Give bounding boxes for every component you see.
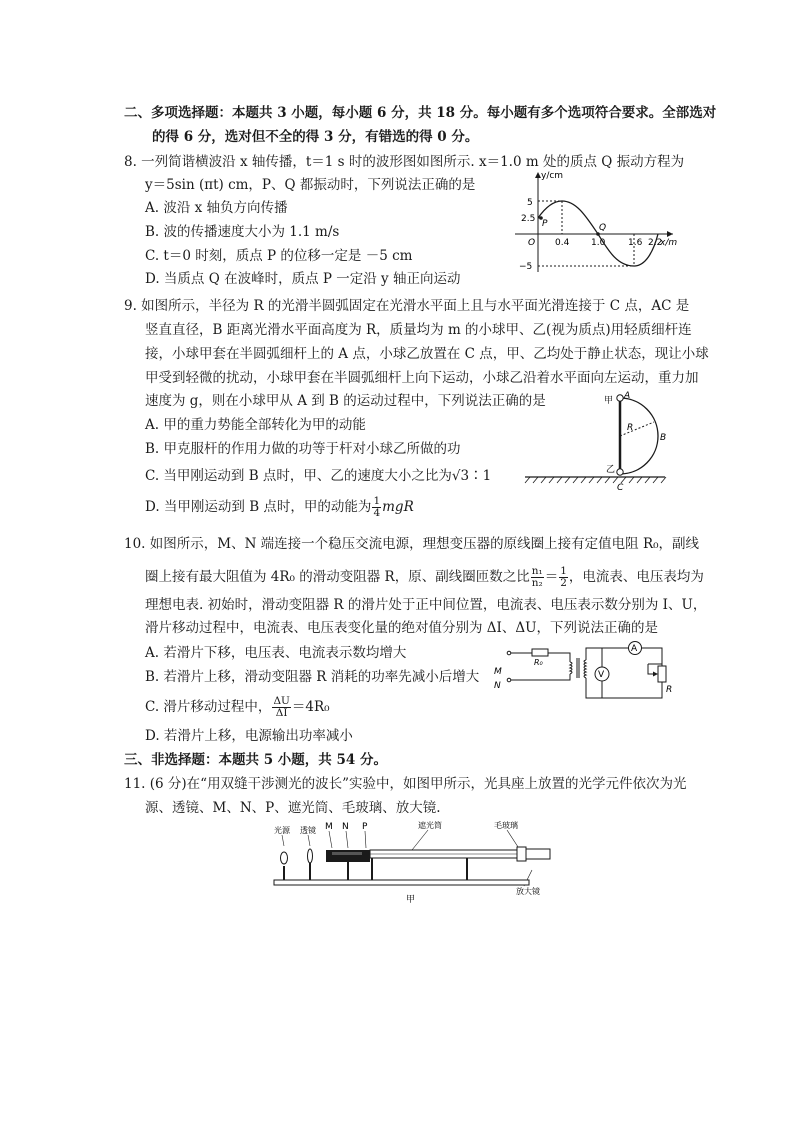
tick-x10: 1.0 [591, 238, 606, 248]
leader-tube [412, 830, 428, 850]
label-r0: R₀ [534, 658, 543, 667]
resistor-r0 [532, 649, 548, 656]
wire-bottom-primary [511, 674, 570, 680]
voltmeter-label: V [598, 670, 605, 680]
semicircle-arc [620, 398, 658, 474]
ground-hatch [525, 477, 666, 483]
q8-option-c: C. t＝0 时刻，质点 P 的位移一定是 －5 cm [145, 248, 413, 264]
q9-option-a: A. 甲的重力势能全部转化为甲的动能 [145, 417, 366, 433]
q8-option-d: D. 当质点 Q 在波峰时，质点 P 一定沿 y 轴正向运动 [145, 271, 461, 287]
q11-stem-1: 11. (6 分)在“用双缝干涉测光的波长”实验中，如图甲所示，光具座上放置的光学元件依次为光 [124, 776, 687, 792]
tick-x16: 1.6 [628, 238, 643, 248]
q10-option-c [145, 696, 330, 719]
leader-p [365, 831, 366, 848]
label-r: R [627, 423, 634, 433]
q9-option-d-mgr: mgR [382, 499, 414, 515]
q8-option-a: A. 波沿 x 轴负方向传播 [145, 200, 288, 216]
q9-stem-2: 竖直直径，B 距离光滑水平面高度为 R，质量均为 m 的小球甲、乙(视为质点)用轻质细杆连 [145, 322, 692, 338]
primary-coil [570, 662, 572, 674]
x-axis-arrow-icon [667, 231, 673, 237]
wire-to-coil [548, 653, 570, 662]
magnifier-eyepiece [526, 849, 550, 859]
fraction-one-quarter: $\frac{1}{4}$ [373, 495, 381, 519]
label-a: A [624, 391, 631, 401]
wire-top-secondary [586, 648, 662, 666]
q10-stem-2-end: ，电流表、电压表均为 [568, 569, 704, 585]
origin-label: O [528, 238, 536, 248]
y-axis-label: y/cm [541, 171, 564, 181]
label-p: P [362, 822, 368, 832]
leader-lens [308, 835, 310, 846]
rheostat-r [658, 666, 666, 682]
turns-ratio-fraction: $\frac{\text{n₁}}{\text{n₂}}$ [531, 565, 543, 589]
terminal-n [507, 678, 511, 682]
secondary-coil [584, 660, 586, 678]
label-magnifier: 放大镜 [516, 887, 540, 896]
optical-bench-figure [262, 818, 562, 906]
slider-arrow-icon [653, 672, 658, 677]
frosted-glass-holder [517, 847, 526, 861]
label-r: R [666, 685, 673, 695]
q10-option-b: B. 若滑片上移，滑动变阻器 R 消耗的功率先减小后增大 [145, 669, 480, 685]
q8-option-b: B. 波的传播速度大小为 1.1 m/s [145, 224, 340, 240]
radius-dash [620, 422, 654, 436]
ammeter-label: A [631, 644, 638, 654]
figure-caption: 甲 [406, 895, 416, 905]
q9-option-d-text: D. 当甲刚运动到 B 点时，甲的动能为 [145, 499, 372, 515]
terminal-m [507, 651, 511, 655]
section2-heading: 二、多项选择题：本题共 3 小题，每小题 6 分，共 18 分。每小题有多个选项符合要求。全部选对 [124, 105, 717, 121]
section2-heading-cont: 的得 6 分，选对但不全的得 3 分，有错选的得 0 分。 [152, 129, 479, 145]
label-lens: 透镜 [300, 826, 316, 835]
label-p: P [542, 219, 548, 229]
label-q: Q [599, 223, 607, 233]
transformer-circuit [490, 640, 675, 705]
label-n: N [494, 681, 501, 691]
q11-stem-2: 源、透镜、M、N、P、遮光筒、毛玻璃、放大镜. [145, 800, 441, 816]
label-n: N [342, 822, 349, 832]
q8-stem-2: y＝5sin (πt) cm，P、Q 都振动时，下列说法正确的是 [145, 177, 476, 193]
q9-option-d [145, 496, 414, 519]
label-frosted-glass: 毛玻璃 [494, 821, 518, 830]
q9-option-b: B. 甲克服杆的作用力做的功等于杆对小球乙所做的功 [145, 441, 461, 457]
one-half-fraction: $\frac{1}{2}$ [560, 565, 567, 589]
x-axis-label: x/m [660, 238, 678, 248]
tick-x04: 0.4 [555, 238, 570, 248]
wire-bottom-secondary [586, 678, 662, 698]
tick-yneg5: −5 [519, 262, 533, 272]
tick-y25: 2.5 [521, 214, 536, 224]
leader-n [346, 831, 348, 848]
leader-m [329, 831, 332, 848]
wave-graph [505, 168, 680, 278]
q10-stem-2-text: 圈上接有最大阻值为 4R₀ 的滑动变阻器 R，原、副线圈匝数之比 [145, 569, 530, 585]
q9-stem-5: 速度为 g，则在小球甲从 A 到 B 的运动过程中，下列说法正确的是 [145, 393, 546, 409]
q10-option-c-value: ＝4R₀ [291, 699, 330, 715]
tick-y5: 5 [527, 198, 533, 208]
label-tube: 遮光筒 [418, 821, 442, 830]
light-source-bulb [281, 852, 288, 864]
section3-heading: 三、非选择题：本题共 5 小题，共 54 分。 [124, 752, 387, 768]
delta-u-over-delta-i: $\frac{\Delta U}{\Delta I}$ [273, 695, 290, 719]
label-jia: 甲 [604, 396, 614, 406]
leader-light [282, 835, 284, 846]
label-yi: 乙 [606, 465, 616, 475]
label-c: C [617, 483, 624, 493]
equals-sign: ＝ [544, 569, 559, 585]
label-b: B [660, 433, 667, 443]
q10-option-c-text: C. 滑片移动过程中， [145, 699, 272, 715]
q9-option-c: C. 当甲刚运动到 B 点时，甲、乙的速度大小之比为√3∶1 [145, 468, 492, 484]
semicircle-figure [520, 388, 670, 496]
filter-slit-highlight [332, 852, 362, 855]
q10-stem-1: 10. 如图所示，M、N 端连接一个稳压交流电源，理想变压器的原线圈上接有定值电阻 R₀，副线 [124, 536, 700, 552]
q9-stem-3: 接，小球甲套在半圆弧细杆上的 A 点，小球乙放置在 C 点，甲、乙均处于静止状态，现让小球 [145, 346, 709, 362]
bench-rail [274, 880, 529, 885]
q10-stem-3: 理想电表. 初始时，滑动变阻器 R 的滑片处于正中间位置，电流表、电压表示数分别为 I、U， [145, 597, 707, 613]
q9-stem-4: 甲受到轻微的扰动，小球甲套在半圆弧细杆上向下运动，小球乙沿着水平面向左运动，重力加 [145, 370, 699, 386]
q10-stem-2 [145, 566, 704, 589]
q10-stem-4: 滑片移动过程中，电流表、电压表变化量的绝对值分别为 ΔI、ΔU，下列说法正确的是 [145, 620, 658, 636]
lens-element [308, 849, 313, 863]
q10-option-d: D. 若滑片上移，电源输出功率减小 [145, 728, 353, 744]
label-m: M [494, 667, 502, 677]
ball-yi [617, 469, 623, 475]
q8-stem-1: 8. 一列简谐横波沿 x 轴传播，t＝1 s 时的波形图如图所示. x＝1.0 m 处的质点 Q 振动方程为 [124, 154, 685, 170]
label-light-source: 光源 [274, 826, 290, 835]
tick-x22: 2.2 [648, 238, 663, 248]
q10-option-a: A. 若滑片下移，电压表、电流表示数均增大 [145, 645, 407, 661]
q9-stem-1: 9. 如图所示，半径为 R 的光滑半圆弧固定在光滑水平面上且与水平面光滑连接于 C 点，AC 是 [124, 298, 690, 314]
ball-jia [617, 395, 623, 401]
label-m: M [325, 822, 333, 832]
filter-slit-assembly [326, 850, 370, 862]
